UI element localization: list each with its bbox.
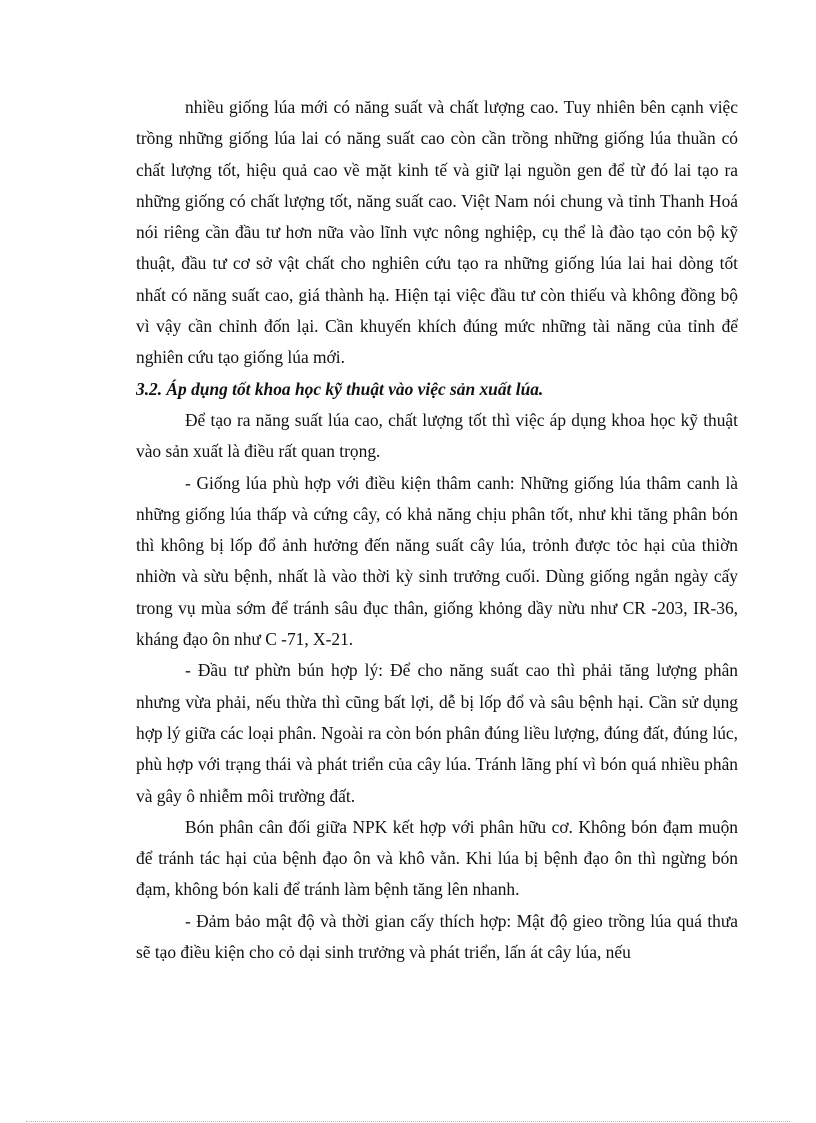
paragraph-section-intro: Để tạo ra năng suất lúa cao, chất lượng tốt thì việc áp dụng khoa học kỹ thuật vào sản xuất là điều rất quan trọng.: [136, 409, 738, 462]
paragraph-npk: Bón phân cân đối giữa NPK kết hợp với phân hữu cơ. Không bón đạm muộn để tránh tác hại của bệnh đạo ôn và khô vằn. Khi lúa bị bệnh đạo ôn thì ngừng bón đạm, không bón kali để tránh làm bệnh tăng lên nhanh.: [136, 816, 738, 900]
paragraph-fertilizer: - Đầu tư phừn bún hợp lý: Để cho năng suất cao thì phải tăng lượng phân nhưng vừa phải, nếu thừa thì cũng bất lợi, dễ bị lốp đổ và sâu bệnh hại. Cần sử dụng hợp lý giữa các loại phân. Ngoài ra còn bón phân đúng liều lượng, đúng đất, đúng lúc, phù hợp với trạng thái và phát triển của cây lúa. Tránh lãng phí vì bón quá nhiều phân và gây ô nhiễm môi trường đất.: [136, 660, 738, 806]
section-heading: 3.2. Áp dụng tốt khoa học kỹ thuật vào việc sản xuất lúa.: [136, 378, 544, 399]
paragraph-density: - Đảm bảo mật độ và thời gian cấy thích hợp: Mật độ gieo trồng lúa quá thưa sẽ tạo điều kiện cho cỏ dại sinh trưởng và phát triển, lấn át cây lúa, nếu: [136, 910, 738, 963]
paragraph-rice-variety: - Giống lúa phù hợp với điều kiện thâm canh: Những giống lúa thâm canh là những giống lúa thấp và cứng cây, có khả năng chịu phân tốt, như khi tăng phân bón thì không bị lốp đổ ảnh hưởng đến năng suất cây lúa, trỏnh được tỏc hại của thiờn nhiờn và sừu bệnh, nhất là vào thời kỳ sinh trưởng cuối. Dùng giống ngắn ngày cấy trong vụ mùa sớm để tránh sâu đục thân, giống khỏng dầy nừu như CR -203, IR-36, kháng đạo ôn như C -71, X-21.: [136, 472, 738, 650]
paragraph-intro: nhiều giống lúa mới có năng suất và chất lượng cao. Tuy nhiên bên cạnh việc trồng những giống lúa lai có năng suất cao còn cần trồng những giống lúa thuần có chất lượng tốt, hiệu quả cao về mặt kinh tế và giữ lại nguồn gen để từ đó lai tạo ra những giống có chất lượng tốt, năng suất cao. Việt Nam nói chung và tỉnh Thanh Hoá nói riêng cần đầu tư hơn nữa vào lĩnh vực nông nghiệp, cụ thể là đào tạo cỏn bộ kỹ thuật, đầu tư cơ sở vật chất cho nghiên cứu tạo ra những giống lúa lai hai dòng tốt nhất có năng suất cao, giá thành hạ. Hiện tại việc đầu tư còn thiếu và không đồng bộ vì vậy cần chỉnh đốn lại. Cần khuyến khích đúng mức những tài năng của tỉnh để nghiên cứu tạo giống lúa mới.: [136, 97, 738, 368]
page-body: [136, 92, 738, 968]
footer-divider: [26, 1121, 790, 1122]
